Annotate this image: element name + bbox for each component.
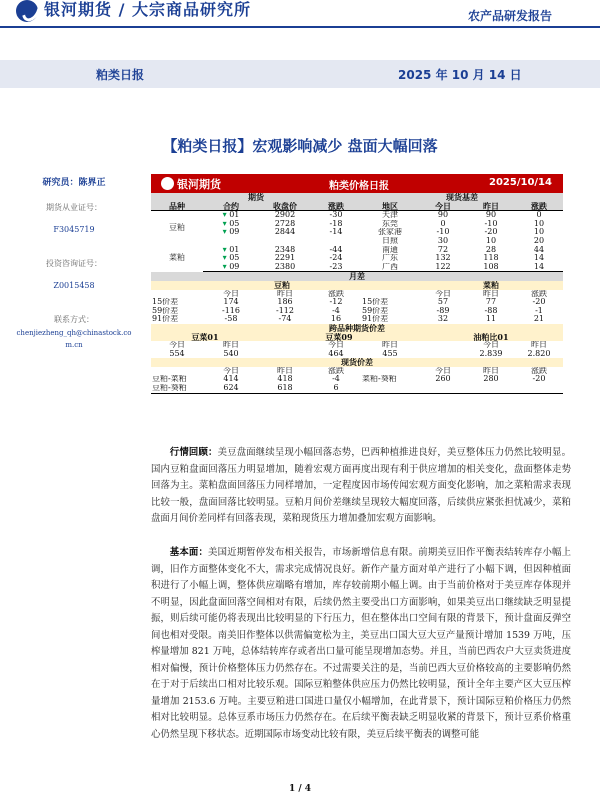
license-label: 期货从业证号：: [46, 203, 102, 212]
spread-header-row: 今日 昨日 涨跌 今日 昨日 涨跌: [223, 289, 547, 298]
table-logo: 银河期货: [161, 176, 221, 192]
analyst-panel: [14, 175, 134, 351]
page-title: 【粕类日报】宏观影响减少 盘面大幅回落: [162, 137, 438, 155]
contact-label: 联系方式：: [54, 315, 94, 324]
market-review-label: 行情回顾：: [169, 447, 218, 458]
table-row: 豆粕-葵粕 624 618 6: [151, 384, 563, 393]
consult-label: 投资咨询证号：: [46, 259, 102, 268]
spread-section-header: 月差: [151, 272, 563, 281]
table-row: 豆粕 ▾ 01 2902 -30 天津 90 90 0: [169, 210, 542, 233]
table-row: 日照 30 10 20: [382, 236, 545, 245]
report-type: 农产品研发报告: [467, 9, 552, 23]
report-date: 2025 年 10 月 14 日: [398, 68, 522, 82]
header-divider: [0, 26, 600, 28]
market-review-paragraph: [151, 445, 571, 528]
market-review-text: 美豆盘面继续呈现小幅回落态势，巴西种植推进良好，美豆整体压力仍然比较明显。国内豆粕盘面回落压力明显增加，随着宏观方面再度出现有利于供应增加的相关变化，盘面整体走势回落为主。菜粕盘面回落压力同样增加，一定程度因市场传闻宏观方面变化影响，加之菜粕需求表现比较一般，盘面回落比较明显。豆粕月间价差继续呈现较大幅度回落，后续供应紧张担忧减少，菜粕盘面月间价差同样有回落表现，菜粕现货压力增加叠加宏观方面影响。: [151, 447, 571, 524]
price-data-table: [151, 193, 563, 394]
table-row: 554 540 464 455 2.839 2.820: [169, 349, 551, 358]
consult-number: Z0015458: [53, 281, 95, 290]
spot-section-header: 现货价差: [151, 358, 563, 367]
analyst-name: 研究员：陈界正: [42, 178, 106, 188]
column-header-row: 品种 合约 收盘价 涨跌 地区 今日 昨日 涨跌: [151, 202, 563, 211]
group-header-row: 期货 现货基差: [151, 193, 563, 202]
spread-group-row: 豆粕 菜粕: [151, 281, 563, 290]
license-number: F3045719: [53, 225, 95, 234]
sub-title: 粕类日报: [96, 68, 145, 82]
spot-header-row: 今日 昨日 涨跌 今日 昨日 涨跌: [223, 366, 547, 375]
top-header: [0, 0, 600, 30]
sub-header-bar: [0, 60, 600, 88]
table-row: 豆粕-菜粕 414 418 -4 菜粕-葵粕 260 280 -20: [152, 375, 546, 384]
cross-group-row: 豆菜01 豆菜09 油粕比01: [151, 333, 563, 342]
table-row: ▾ 05 2728 -18 东莞 0 -10 10: [222, 219, 545, 228]
galaxy-small-logo-icon: [161, 177, 174, 190]
cross-header-row: 今日 昨日 今日 昨日 今日 昨日: [169, 341, 547, 350]
table-date: 2025/10/14: [489, 177, 552, 188]
page-number: 1 / 4: [288, 784, 312, 794]
table-header-bar: [151, 174, 563, 193]
table-title: 粕类价格日报: [329, 181, 389, 192]
table-row: 菜粕 ▾ 01 2348 -44 南通 72 28 44: [169, 245, 545, 263]
fundamentals-paragraph: [151, 545, 571, 743]
table-row: ▾ 09 2380 -23 广西 122 108 14: [151, 263, 563, 272]
analyst-email[interactable]: chenjiezheng_qh@chinastock.com.cn: [16, 329, 132, 349]
company-name: 银河期货 / 大宗商品研究所: [44, 0, 252, 19]
table-row: 91价差 -58 -74 16 91价差 32 11 21: [152, 315, 545, 324]
table-row: ▾ 05 2291 -24 广东 132 118 14: [222, 254, 545, 263]
table-row: 59价差 -116 -112 -4 59价差 -89 -88 -1: [152, 306, 543, 315]
fundamentals-label: 基本面：: [169, 547, 209, 558]
cross-section-header: 跨品种期货价差: [151, 324, 563, 333]
table-row: ▾ 09 2844 -14 张家港 -10 -20 10: [222, 228, 545, 237]
table-row: 15价差 174 186 -12 15价差 57 77 -20: [152, 298, 546, 307]
price-table: [151, 174, 563, 394]
galaxy-logo-icon: [16, 0, 38, 22]
fundamentals-text: 美国近期暂停发布相关报告，市场新增信息有限。前期美豆旧作平衡表结转库存小幅上调，旧作方面整体变化不大，需求完成情况良好。新作产量方面对单产进行了小幅下调，但因种植面积进行了小幅上调，整体供应端略有增加，库存较前期小幅上调。由于当前价格对于美豆库存体现并不明显，因此盘面回落空间相对有限，后续仍然主要受出口方面影响，如果美豆出口继续缺乏明显提振，则后续可能仍将表现出比较明显的下行压力，但在整体出口空间有限的背景下，预计盘面反弹空间也相对受限。南美旧作整体以供需偏宽松为主，美豆出口国大豆大豆产量预计增加 1539 万吨，压榨量增加 821 万吨，总体结转库存或者出口量可能呈现增加态势。并且，当前巴西农户大豆卖货进度相对偏慢，预计价格整体压力仍然存在。不过需要关注的是，当前巴西大豆价格较高的主要影响仍然在于对于后续出口相对比较乐观。国际豆粕整体供应压力仍然比较明显，预计全年主要产区大豆压榨量增加 2153.6 万吨。主要豆粕进口国进口量仅小幅增加，在此背景下，预计国际豆粕价格压力仍然相对比较明显。总体豆系市场压力仍然存在。在后续平衡表缺乏明显收紧的背景下，预计豆系价格重心仍然呈现下移状态。近期国际市场变动比较有限，美豆后续平衡表的调整可能: [151, 547, 571, 740]
